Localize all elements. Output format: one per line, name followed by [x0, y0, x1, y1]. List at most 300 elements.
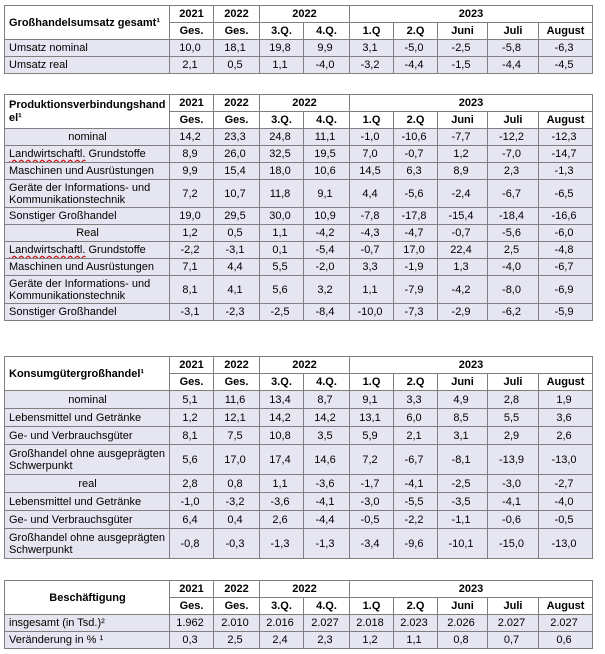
- table-row: [5, 475, 593, 493]
- table-cell: 9,1: [304, 180, 350, 208]
- row-label: Umsatz real: [5, 57, 170, 74]
- table-body: [5, 129, 593, 321]
- year-header: 2023: [350, 6, 593, 23]
- column-header: August: [539, 374, 593, 391]
- table-cell: -4,7: [394, 225, 438, 242]
- table-cell: 5,5: [260, 259, 304, 276]
- table-row: [5, 409, 593, 427]
- table-cell: 2.026: [438, 615, 488, 632]
- table-cell: -16,6: [539, 208, 593, 225]
- table-cell: 8,9: [438, 163, 488, 180]
- table-cell: -4,5: [539, 57, 593, 74]
- column-header: 3.Q.: [260, 374, 304, 391]
- table-cell: 9,9: [170, 163, 214, 180]
- table-title: [5, 95, 170, 129]
- column-header: 2.Q: [394, 112, 438, 129]
- table-row: [5, 276, 593, 304]
- table-cell: 0,3: [170, 632, 214, 649]
- table-cell: 5,1: [170, 391, 214, 409]
- table-cell: -4,1: [488, 493, 539, 511]
- row-label: Ge- und Verbrauchsgüter: [5, 511, 170, 529]
- table-row: [5, 493, 593, 511]
- table-cell: 1,3: [438, 259, 488, 276]
- table-cell: 17,0: [394, 242, 438, 259]
- table-cell: -10,1: [438, 529, 488, 559]
- table-cell: 5,5: [488, 409, 539, 427]
- table-cell: -0,7: [438, 225, 488, 242]
- table-cell: -2,5: [260, 304, 304, 321]
- table-cell: -1,3: [539, 163, 593, 180]
- table-cell: 29,5: [214, 208, 260, 225]
- table-cell: 2.016: [260, 615, 304, 632]
- table-cell: -5,6: [488, 225, 539, 242]
- table-cell: -4,0: [488, 259, 539, 276]
- table-cell: -7,9: [394, 276, 438, 304]
- table-cell: 19,5: [304, 146, 350, 163]
- table-cell: 2,6: [260, 511, 304, 529]
- table-body: [5, 615, 593, 649]
- table-cell: -4,8: [539, 242, 593, 259]
- table-cell: 0,5: [214, 225, 260, 242]
- table-produktionsverbindungshandel: [4, 94, 593, 321]
- column-header: Ges.: [170, 598, 214, 615]
- year-header: 2022: [260, 581, 350, 598]
- row-label: Großhandel ohne ausgeprägten Schwerpunkt: [5, 445, 170, 475]
- table-cell: 7,5: [214, 427, 260, 445]
- table-cell: 7,1: [170, 259, 214, 276]
- table-cell: 1,1: [394, 632, 438, 649]
- table-row: [5, 163, 593, 180]
- table-cell: 11,8: [260, 180, 304, 208]
- table-cell: 2.010: [214, 615, 260, 632]
- table-cell: -1,3: [304, 529, 350, 559]
- row-label: Großhandel ohne ausgeprägten Schwerpunkt: [5, 529, 170, 559]
- table-cell: 1,1: [260, 475, 304, 493]
- year-header: 2022: [214, 581, 260, 598]
- spellcheck-word: Landwirtschaftl.: [9, 148, 86, 160]
- table-cell: -0,7: [350, 242, 394, 259]
- table-cell: -8,1: [438, 445, 488, 475]
- table-cell: 0,1: [260, 242, 304, 259]
- table-cell: 2,5: [488, 242, 539, 259]
- table-cell: 0,8: [214, 475, 260, 493]
- column-header: Ges.: [170, 23, 214, 40]
- table-cell: -15,0: [488, 529, 539, 559]
- table-cell: 14,2: [260, 409, 304, 427]
- table-cell: -3,0: [488, 475, 539, 493]
- row-label: nominal: [5, 391, 170, 409]
- row-label: Maschinen und Ausrüstungen: [5, 259, 170, 276]
- table-cell: -2,5: [438, 40, 488, 57]
- column-header: August: [539, 23, 593, 40]
- row-label: Ge- und Verbrauchsgüter: [5, 427, 170, 445]
- table-cell: 32,5: [260, 146, 304, 163]
- table-cell: -15,4: [438, 208, 488, 225]
- table-cell: 5,9: [350, 427, 394, 445]
- table-cell: 1,2: [438, 146, 488, 163]
- table-cell: -10,0: [350, 304, 394, 321]
- table-cell: 2.023: [394, 615, 438, 632]
- table-cell: 6,3: [394, 163, 438, 180]
- column-header: Ges.: [170, 374, 214, 391]
- column-header: 4.Q.: [304, 23, 350, 40]
- table-cell: 24,8: [260, 129, 304, 146]
- table-cell: -5,0: [394, 40, 438, 57]
- table-cell: -13,0: [539, 445, 593, 475]
- column-header: 3.Q.: [260, 23, 304, 40]
- table-cell: -7,3: [394, 304, 438, 321]
- table-row: [5, 225, 593, 242]
- table-cell: 0,7: [488, 632, 539, 649]
- table-cell: 2,6: [539, 427, 593, 445]
- column-header: 2.Q: [394, 598, 438, 615]
- table-row: [5, 129, 593, 146]
- row-label: Umsatz nominal: [5, 40, 170, 57]
- table-cell: 18,1: [214, 40, 260, 57]
- table-cell: 8,9: [170, 146, 214, 163]
- table-cell: 17,0: [214, 445, 260, 475]
- table-cell: -5,5: [394, 493, 438, 511]
- table-cell: -4,0: [304, 57, 350, 74]
- column-header: 1.Q: [350, 374, 394, 391]
- table-cell: 2.027: [539, 615, 593, 632]
- table-cell: 2,4: [260, 632, 304, 649]
- table-cell: 1,2: [170, 409, 214, 427]
- table-cell: 0,6: [539, 632, 593, 649]
- table-cell: -6,7: [488, 180, 539, 208]
- row-label: Real: [5, 225, 170, 242]
- table-cell: 2,8: [488, 391, 539, 409]
- column-header: Ges.: [170, 112, 214, 129]
- table-row: [5, 242, 593, 259]
- table-cell: -6,5: [539, 180, 593, 208]
- table-cell: -4,4: [488, 57, 539, 74]
- column-header: 4.Q.: [304, 598, 350, 615]
- table-cell: 3,3: [394, 391, 438, 409]
- table-row: [5, 632, 593, 649]
- column-header: 4.Q.: [304, 112, 350, 129]
- table-cell: 4,9: [438, 391, 488, 409]
- table-cell: 9,1: [350, 391, 394, 409]
- table-cell: 2,1: [394, 427, 438, 445]
- table-cell: 3,5: [304, 427, 350, 445]
- table-row: [5, 511, 593, 529]
- row-label: Landwirtschaftl. Grundstoffe: [5, 146, 170, 163]
- table-row: [5, 57, 593, 74]
- table-cell: -7,0: [488, 146, 539, 163]
- table-cell: -2,3: [214, 304, 260, 321]
- column-header: Juli: [488, 598, 539, 615]
- year-header: 2021: [170, 6, 214, 23]
- table-cell: 10,8: [260, 427, 304, 445]
- table-cell: -3,2: [350, 57, 394, 74]
- year-header: 2022: [214, 95, 260, 112]
- table-cell: -13,0: [539, 529, 593, 559]
- table-cell: 1,9: [539, 391, 593, 409]
- table-cell: -0,8: [170, 529, 214, 559]
- year-header: 2023: [350, 357, 593, 374]
- table-cell: -1,3: [260, 529, 304, 559]
- column-header: Juni: [438, 598, 488, 615]
- table-cell: -12,2: [488, 129, 539, 146]
- table-cell: 1,2: [170, 225, 214, 242]
- column-header: Ges.: [214, 374, 260, 391]
- table-cell: 8,7: [304, 391, 350, 409]
- table-cell: -1,5: [438, 57, 488, 74]
- table-row: [5, 146, 593, 163]
- table-cell: -18,4: [488, 208, 539, 225]
- column-header: Juni: [438, 112, 488, 129]
- table-cell: -2,2: [394, 511, 438, 529]
- table-row: [5, 445, 593, 475]
- column-header: Juni: [438, 23, 488, 40]
- column-header: 1.Q: [350, 598, 394, 615]
- column-header: 1.Q: [350, 112, 394, 129]
- year-header: 2022: [214, 6, 260, 23]
- table-cell: 8,5: [438, 409, 488, 427]
- table-title: Konsumgütergroßhandel¹: [5, 357, 170, 391]
- table-row: [5, 615, 593, 632]
- table-cell: 19,0: [170, 208, 214, 225]
- table-cell: 12,1: [214, 409, 260, 427]
- table-cell: 2.027: [488, 615, 539, 632]
- table-cell: -1,1: [438, 511, 488, 529]
- table-cell: -3,4: [350, 529, 394, 559]
- table-cell: -4,2: [438, 276, 488, 304]
- column-header: August: [539, 598, 593, 615]
- table-cell: 3,6: [539, 409, 593, 427]
- column-header: Ges.: [214, 112, 260, 129]
- row-label: Geräte der Informations- und Kommunikationstechnik: [5, 180, 170, 208]
- column-header: Juli: [488, 374, 539, 391]
- row-label: Veränderung in % ¹: [5, 632, 170, 649]
- column-header: 4.Q.: [304, 374, 350, 391]
- table-cell: -4,1: [304, 493, 350, 511]
- table-cell: 6,4: [170, 511, 214, 529]
- table-cell: -12,3: [539, 129, 593, 146]
- row-label: insgesamt (in Tsd.)²: [5, 615, 170, 632]
- table-cell: -4,4: [394, 57, 438, 74]
- table-cell: 2,8: [170, 475, 214, 493]
- table-cell: -6,7: [394, 445, 438, 475]
- table-cell: -1,0: [350, 129, 394, 146]
- column-header: 3.Q.: [260, 598, 304, 615]
- table-cell: 0,4: [214, 511, 260, 529]
- table-cell: -0,5: [539, 511, 593, 529]
- table-cell: 4,1: [214, 276, 260, 304]
- row-label: real: [5, 475, 170, 493]
- row-label: Sonstiger Großhandel: [5, 304, 170, 321]
- table-konsumguetergrosshandel: [4, 356, 593, 559]
- year-header: 2022: [260, 6, 350, 23]
- table-cell: 13,1: [350, 409, 394, 427]
- table-row: [5, 529, 593, 559]
- table-row: [5, 40, 593, 57]
- column-header: 3.Q.: [260, 112, 304, 129]
- table-cell: -2,2: [170, 242, 214, 259]
- table-cell: 0,8: [438, 632, 488, 649]
- table-cell: -3,5: [438, 493, 488, 511]
- table-cell: 7,2: [170, 180, 214, 208]
- table-cell: 19,8: [260, 40, 304, 57]
- table-cell: 3,3: [350, 259, 394, 276]
- column-header: Juli: [488, 112, 539, 129]
- table-row: [5, 391, 593, 409]
- table-cell: 10,9: [304, 208, 350, 225]
- table-cell: 1.962: [170, 615, 214, 632]
- table-cell: -17,8: [394, 208, 438, 225]
- table-cell: -3,0: [350, 493, 394, 511]
- table-row: [5, 180, 593, 208]
- row-label: Sonstiger Großhandel: [5, 208, 170, 225]
- row-label: Landwirtschaftl. Grundstoffe: [5, 242, 170, 259]
- table-cell: -4,1: [394, 475, 438, 493]
- table-cell: -8,4: [304, 304, 350, 321]
- table-cell: 13,4: [260, 391, 304, 409]
- table-cell: -5,9: [539, 304, 593, 321]
- table-cell: -4,3: [350, 225, 394, 242]
- table-cell: 14,2: [304, 409, 350, 427]
- table-cell: 2,3: [304, 632, 350, 649]
- table-row: [5, 259, 593, 276]
- table-cell: -1,0: [170, 493, 214, 511]
- spellcheck-word: Landwirtschaftl.: [9, 244, 86, 256]
- table-cell: -6,2: [488, 304, 539, 321]
- table-cell: 1,1: [260, 57, 304, 74]
- table-cell: -5,4: [304, 242, 350, 259]
- row-label: Maschinen und Ausrüstungen: [5, 163, 170, 180]
- table-cell: -0,3: [214, 529, 260, 559]
- row-label: Lebensmittel und Getränke: [5, 493, 170, 511]
- table-cell: 2,5: [214, 632, 260, 649]
- column-header: 1.Q: [350, 23, 394, 40]
- table-cell: 2.018: [350, 615, 394, 632]
- table-cell: 10,0: [170, 40, 214, 57]
- table-cell: -8,0: [488, 276, 539, 304]
- table-cell: 2,3: [488, 163, 539, 180]
- table-cell: 1,2: [350, 632, 394, 649]
- table-cell: 11,6: [214, 391, 260, 409]
- year-header: 2021: [170, 95, 214, 112]
- table-cell: 14,5: [350, 163, 394, 180]
- table-cell: -6,9: [539, 276, 593, 304]
- table-cell: -6,7: [539, 259, 593, 276]
- table-cell: 2,9: [488, 427, 539, 445]
- column-header: Ges.: [214, 23, 260, 40]
- table-cell: 3,2: [304, 276, 350, 304]
- table-cell: -3,6: [304, 475, 350, 493]
- table-cell: -6,3: [539, 40, 593, 57]
- year-header: 2022: [260, 95, 350, 112]
- table-cell: -0,6: [488, 511, 539, 529]
- table-cell: 4,4: [214, 259, 260, 276]
- column-header: Juni: [438, 374, 488, 391]
- year-header: 2022: [214, 357, 260, 374]
- table-row: [5, 427, 593, 445]
- year-header: 2022: [260, 357, 350, 374]
- row-label: Geräte der Informations- und Kommunikationstechnik: [5, 276, 170, 304]
- table-cell: 17,4: [260, 445, 304, 475]
- table-cell: 10,6: [304, 163, 350, 180]
- table-cell: -4,2: [304, 225, 350, 242]
- table-cell: -2,5: [438, 475, 488, 493]
- table-cell: -3,1: [170, 304, 214, 321]
- row-label: nominal: [5, 129, 170, 146]
- table-cell: 3,1: [350, 40, 394, 57]
- table-cell: -5,8: [488, 40, 539, 57]
- table-cell: -4,0: [539, 493, 593, 511]
- table-cell: -2,4: [438, 180, 488, 208]
- table-cell: 8,1: [170, 427, 214, 445]
- table-cell: 26,0: [214, 146, 260, 163]
- table-cell: -6,0: [539, 225, 593, 242]
- title-line: Produktionsverbindungshand: [9, 98, 166, 111]
- table-cell: -14,7: [539, 146, 593, 163]
- table-cell: 7,2: [350, 445, 394, 475]
- table-cell: -13,9: [488, 445, 539, 475]
- table-row: [5, 304, 593, 321]
- title-line: el¹: [9, 111, 22, 124]
- table-cell: 9,9: [304, 40, 350, 57]
- table-cell: 23,3: [214, 129, 260, 146]
- table-cell: -1,7: [350, 475, 394, 493]
- year-header: 2021: [170, 357, 214, 374]
- year-header: 2023: [350, 581, 593, 598]
- table-title: Beschäftigung: [5, 581, 170, 615]
- table-cell: -2,7: [539, 475, 593, 493]
- table-cell: 10,7: [214, 180, 260, 208]
- table-cell: 6,0: [394, 409, 438, 427]
- table-title: Großhandelsumsatz gesamt¹: [5, 6, 170, 40]
- table-cell: -0,7: [394, 146, 438, 163]
- table-cell: -1,9: [394, 259, 438, 276]
- column-header: 2.Q: [394, 374, 438, 391]
- table-cell: 0,5: [214, 57, 260, 74]
- table-cell: -9,6: [394, 529, 438, 559]
- table-cell: -7,7: [438, 129, 488, 146]
- year-header: 2023: [350, 95, 593, 112]
- table-cell: -3,2: [214, 493, 260, 511]
- table-cell: 14,6: [304, 445, 350, 475]
- column-header: 2.Q: [394, 23, 438, 40]
- column-header: Ges.: [214, 598, 260, 615]
- table-cell: 4,4: [350, 180, 394, 208]
- table-cell: 1,1: [260, 225, 304, 242]
- table-cell: 2.027: [304, 615, 350, 632]
- table-cell: 14,2: [170, 129, 214, 146]
- table-cell: -5,6: [394, 180, 438, 208]
- table-cell: 15,4: [214, 163, 260, 180]
- table-cell: -2,9: [438, 304, 488, 321]
- column-header: August: [539, 112, 593, 129]
- table-cell: 2,1: [170, 57, 214, 74]
- table-cell: 8,1: [170, 276, 214, 304]
- table-cell: 7,0: [350, 146, 394, 163]
- table-cell: 11,1: [304, 129, 350, 146]
- year-header: 2021: [170, 581, 214, 598]
- table-cell: 5,6: [170, 445, 214, 475]
- table-cell: -3,1: [214, 242, 260, 259]
- table-cell: 18,0: [260, 163, 304, 180]
- table-cell: 30,0: [260, 208, 304, 225]
- table-cell: -0,5: [350, 511, 394, 529]
- table-cell: 5,6: [260, 276, 304, 304]
- table-cell: 3,1: [438, 427, 488, 445]
- table-cell: -2,0: [304, 259, 350, 276]
- table-cell: -3,6: [260, 493, 304, 511]
- table-cell: -7,8: [350, 208, 394, 225]
- table-cell: 1,1: [350, 276, 394, 304]
